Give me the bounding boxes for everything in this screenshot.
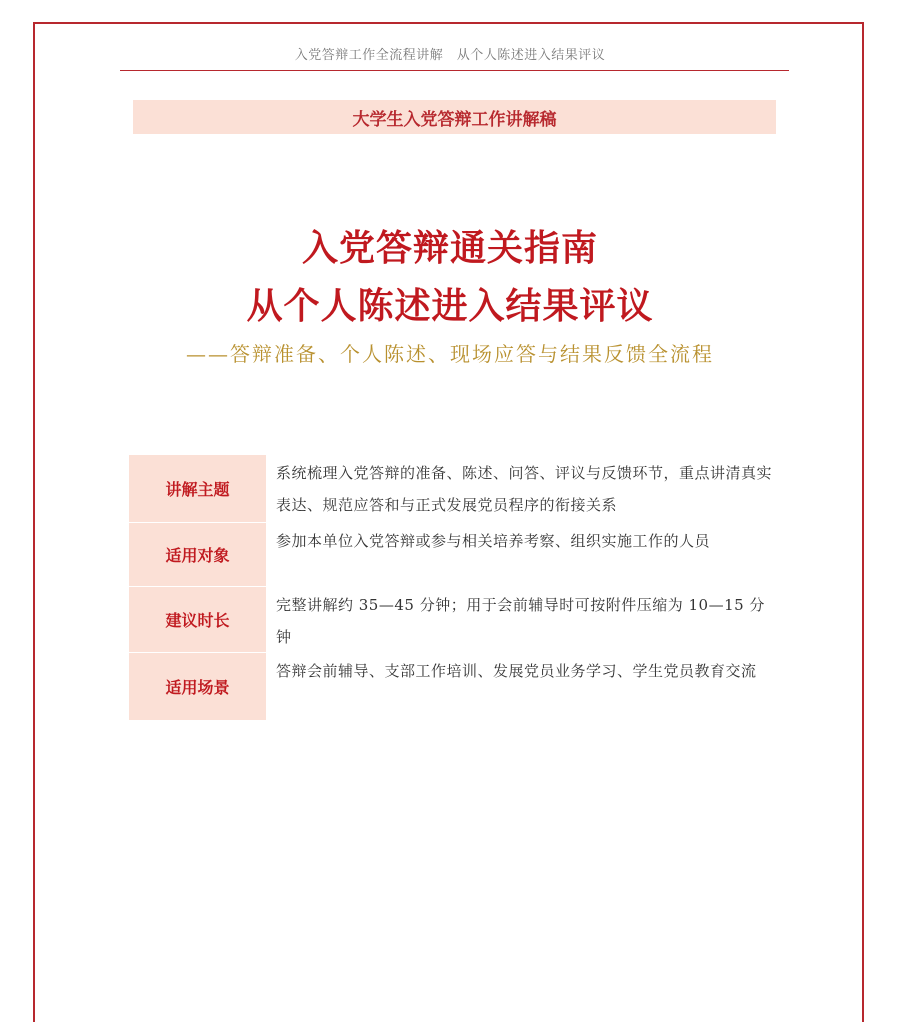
main-title-line-1: 入党答辩通关指南 [301,228,598,269]
info-row-topic [129,455,774,523]
document-type-banner: 大学生入党答辩工作讲解稿 [133,100,776,134]
info-label-scenario: 适用场景 [129,653,266,721]
running-header: 入党答辩工作全流程讲解 从个人陈述进入结果评议 [294,48,606,63]
info-row-duration [129,587,774,653]
info-table [129,455,774,721]
info-row-audience [129,523,774,587]
header-divider [120,70,789,71]
subtitle: ——答辩准备、个人陈述、现场应答与结果反馈全流程 [186,342,714,366]
info-label-duration: 建议时长 [129,587,266,653]
info-row-scenario [129,653,774,721]
info-value-duration: 完整讲解约 35—45 分钟；用于会前辅导时可按附件压缩为 10—15 分钟 [276,596,765,646]
info-value-audience: 参加本单位入党答辩或参与相关培养考察、组织实施工作的人员 [276,532,711,550]
info-label-topic: 讲解主题 [129,455,266,523]
info-label-audience: 适用对象 [129,523,266,587]
info-value-scenario: 答辩会前辅导、支部工作培训、发展党员业务学习、学生党员教育交流 [276,662,757,680]
main-title-line-2: 从个人陈述进入结果评议 [246,286,654,327]
info-value-topic: 系统梳理入党答辩的准备、陈述、问答、评议与反馈环节，重点讲清真实表达、规范应答和与正式发展党员程序的衔接关系 [276,464,773,514]
